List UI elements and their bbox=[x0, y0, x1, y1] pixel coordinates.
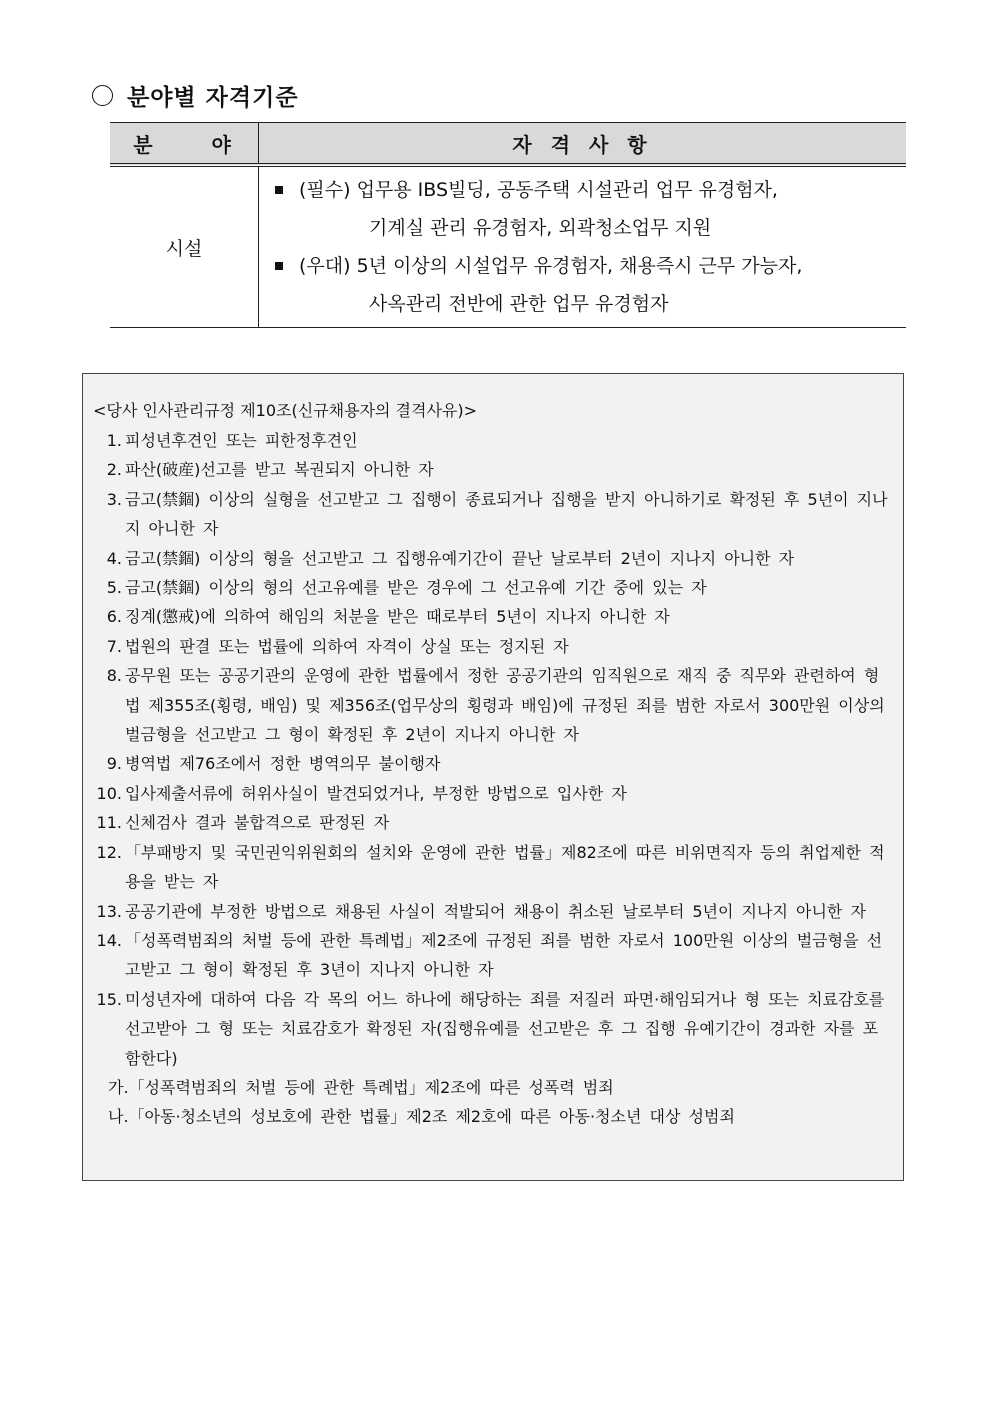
sub-item: 나.「아동·청소년의 성보호에 관한 법률」제2조 제2호에 따른 아동·청소년 대상 성범죄 bbox=[108, 1107, 735, 1127]
list-item: 2. 파산(破産)선고를 받고 복권되지 아니한 자 bbox=[106, 460, 434, 480]
list-item: 7. 법원의 판결 또는 법률에 의하여 자격이 상실 또는 정지된 자 bbox=[106, 636, 569, 656]
qualification-cell bbox=[259, 165, 907, 328]
square-bullet-icon bbox=[275, 262, 283, 270]
criteria-header-row bbox=[110, 123, 906, 166]
qualification-text: (우대) 5년 이상의 시설업무 유경험자, 채용즉시 근무 가능자, bbox=[299, 255, 803, 277]
qualification-continuation: 사옥관리 전반에 관한 업무 유경험자 bbox=[369, 293, 669, 315]
list-item: 6. 징계(懲戒)에 의하여 해임의 처분을 받은 때로부터 5년이 지나지 아니한 자 bbox=[106, 607, 670, 627]
disqualification-list bbox=[91, 426, 891, 1132]
section-title: 분야별 자격기준 bbox=[127, 83, 299, 111]
list-item: 15. 미성년자에 대하여 다음 각 목의 어느 하나에 해당하는 죄를 저질러 파면·해임되거나 형 또는 치료감호를 선고받아 그 형 또는 치료감호가 확정된 자(집행유예를 선고받은 후 그 집행 유예기간이 경과한 자를 포함한다) bbox=[96, 989, 885, 1068]
list-item: 9. 병역법 제76조에서 정한 병역의무 불이행자 bbox=[106, 754, 441, 774]
header-qualification: 자 격 사 항 bbox=[259, 123, 907, 166]
qualification-continuation: 기계실 관리 유경험자, 외곽청소업무 지원 bbox=[369, 217, 712, 239]
disqualification-box bbox=[82, 373, 904, 1181]
list-item: 13. 공공기관에 부정한 방법으로 채용된 사실이 적발되어 채용이 취소된 날로부터 5년이 지나지 아니한 자 bbox=[96, 901, 866, 921]
header-field: 분 야 bbox=[110, 123, 259, 166]
qualification-item bbox=[273, 247, 906, 323]
section-heading bbox=[92, 78, 299, 112]
list-item: 11. 신체검사 결과 불합격으로 판정된 자 bbox=[96, 813, 390, 833]
criteria-row bbox=[110, 165, 906, 328]
list-item: 14. 「성폭력범죄의 처벌 등에 관한 특례법」제2조에 규정된 죄를 범한 자로서 100만원 이상의 벌금형을 선고받고 그 형이 확정된 후 3년이 지나지 아니한 자 bbox=[96, 930, 883, 980]
sub-item: 가.「성폭력범죄의 처벌 등에 관한 특례법」제2조에 따른 성폭력 범죄 bbox=[108, 1077, 614, 1097]
field-cell: 시설 bbox=[110, 165, 259, 328]
list-item: 1. 피성년후견인 또는 피한정후견인 bbox=[106, 431, 358, 450]
disqualification-title: <당사 인사관리규정 제10조(신규채용자의 결격사유)> bbox=[93, 401, 478, 420]
criteria-table bbox=[110, 122, 906, 328]
qualification-text: (필수) 업무용 IBS빌딩, 공동주택 시설관리 업무 유경험자, bbox=[299, 179, 778, 201]
list-item: 12. 「부패방지 및 국민권익위원회의 설치와 운영에 관한 법률」제82조에 따른 비위면직자 등의 취업제한 적용을 받는 자 bbox=[96, 842, 885, 892]
list-item: 5. 금고(禁錮) 이상의 형의 선고유예를 받은 경우에 그 선고유예 기간 중에 있는 자 bbox=[106, 578, 707, 598]
list-item: 10. 입사제출서류에 허위사실이 발견되었거나, 부정한 방법으로 입사한 자 bbox=[96, 783, 627, 803]
circle-icon bbox=[92, 85, 113, 106]
list-item: 8. 공무원 또는 공공기관의 운영에 관한 법률에서 정한 공공기관의 임직원으로 재직 중 직무와 관련하여 형법 제355조(횡령, 배임) 및 제356조(업무상의 횡령과 배임)에 규정된 죄를 범한 자로서 300만원 이상의 벌금형을 선고받고 그 형이 확정된 후 2년이 지나지 아니한 자 bbox=[106, 666, 885, 745]
qualification-item bbox=[273, 171, 906, 247]
square-bullet-icon bbox=[275, 186, 283, 194]
list-item: 3. 금고(禁錮) 이상의 실형을 선고받고 그 집행이 종료되거나 집행을 받지 아니하기로 확정된 후 5년이 지나지 아니한 자 bbox=[106, 489, 888, 539]
list-item: 4. 금고(禁錮) 이상의 형을 선고받고 그 집행유예기간이 끝난 날로부터 2년이 지나지 아니한 자 bbox=[106, 548, 795, 568]
